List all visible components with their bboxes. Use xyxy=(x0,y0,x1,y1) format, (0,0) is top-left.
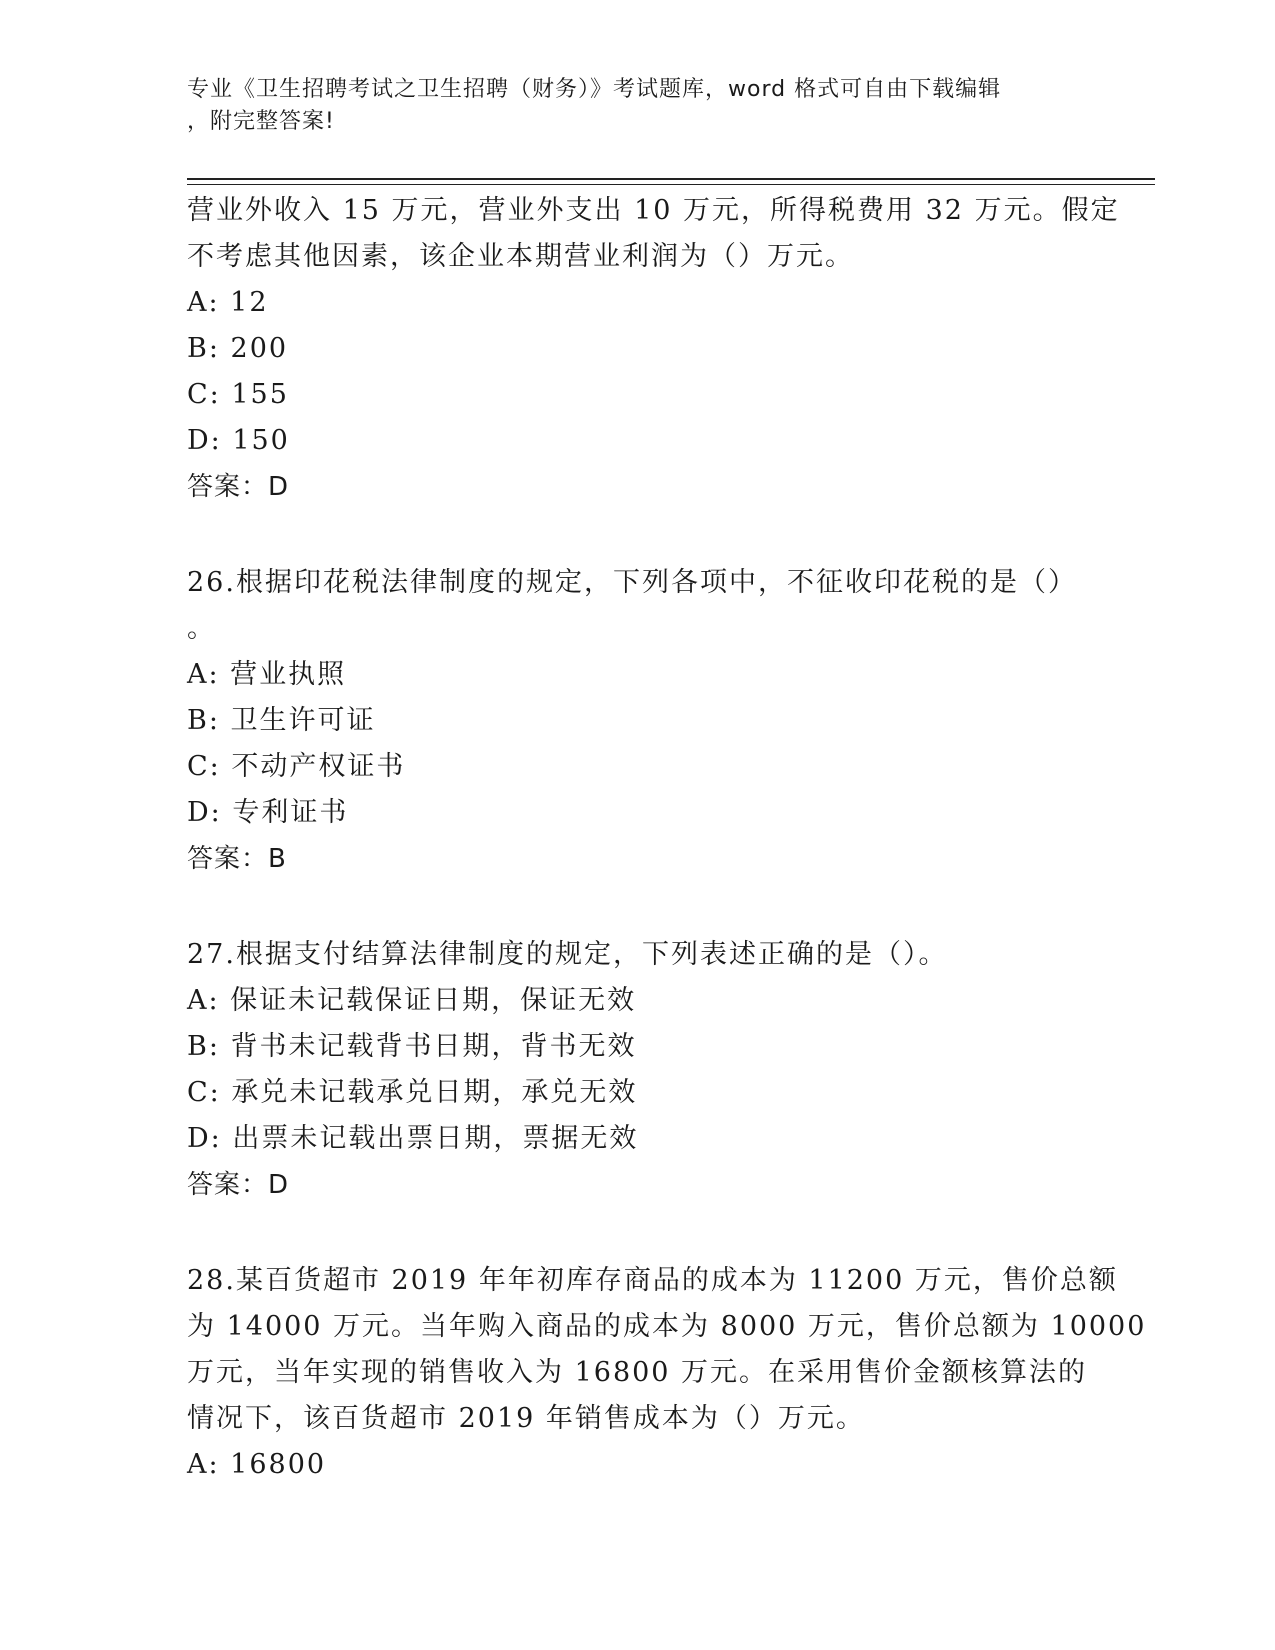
option-c: C: 不动产权证书 xyxy=(187,751,406,782)
option-d: D: 出票未记载出票日期，票据无效 xyxy=(187,1123,639,1154)
question-text-line: 为 14000 万元。当年购入商品的成本为 8000 万元，售价总额为 10000 xyxy=(187,1311,1147,1342)
question-text-line: 28.某百货超市 2019 年年初库存商品的成本为 11200 万元，售价总额 xyxy=(187,1265,1118,1296)
question-text-line: 。 xyxy=(187,613,216,644)
answer-line: 答案：D xyxy=(187,1170,290,1200)
question-fragment xyxy=(187,188,1120,510)
option-a: A: 16800 xyxy=(187,1449,327,1480)
option-c: C: 承兑未记载承兑日期，承兑无效 xyxy=(187,1077,638,1108)
option-d: D: 专利证书 xyxy=(187,797,349,828)
option-b: B: 卫生许可证 xyxy=(187,705,376,736)
header-divider-bottom xyxy=(187,184,1155,185)
answer-line: 答案：B xyxy=(187,844,287,874)
question-text-line: 营业外收入 15 万元，营业外支出 10 万元，所得税费用 32 万元。假定 xyxy=(187,195,1120,226)
header-line-1: 专业《卫生招聘考试之卫生招聘（财务）》考试题库，word 格式可自由下载编辑 xyxy=(187,77,1002,102)
question-27 xyxy=(187,932,1087,1208)
question-text-line: 27.根据支付结算法律制度的规定，下列表述正确的是（）。 xyxy=(187,939,948,970)
header-divider-top xyxy=(187,178,1155,180)
question-text-line: 26.根据印花税法律制度的规定，下列各项中，不征收印花税的是（） xyxy=(187,567,1077,598)
question-content xyxy=(187,188,1147,1488)
option-a: A: 营业执照 xyxy=(187,659,347,690)
header-line-2: ，附完整答案! xyxy=(187,109,335,134)
option-b: B: 200 xyxy=(187,333,289,364)
option-a: A: 保证未记载保证日期，保证无效 xyxy=(187,985,637,1016)
option-a: A: 12 xyxy=(187,287,269,318)
option-d: D: 150 xyxy=(187,425,290,456)
question-28 xyxy=(187,1258,1147,1488)
option-c: C: 155 xyxy=(187,379,289,410)
document-header xyxy=(187,74,1087,138)
question-text-line: 情况下，该百货超市 2019 年销售成本为（）万元。 xyxy=(187,1403,865,1434)
question-text-line: 不考虑其他因素，该企业本期营业利润为（）万元。 xyxy=(187,241,854,272)
answer-line: 答案：D xyxy=(187,472,290,502)
option-b: B: 背书未记载背书日期，背书无效 xyxy=(187,1031,637,1062)
question-text-line: 万元，当年实现的销售收入为 16800 万元。在采用售价金额核算法的 xyxy=(187,1357,1088,1388)
question-26 xyxy=(187,560,1087,882)
